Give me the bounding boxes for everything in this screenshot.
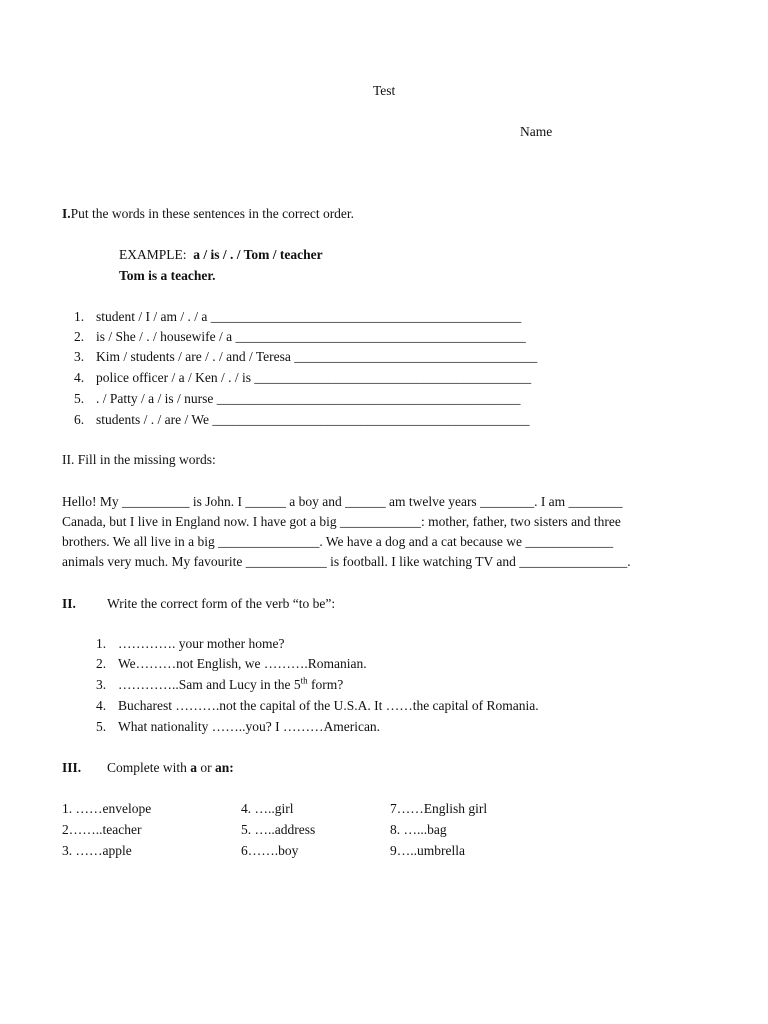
- article-item: 5. …..address: [241, 822, 316, 837]
- paragraph-line: Canada, but I live in England now. I have got a big ____________: mother, father, two sisters and three: [62, 514, 621, 529]
- example-answer: Tom is a teacher.: [119, 268, 216, 283]
- verb-item: [96, 636, 284, 652]
- verb-item: [96, 677, 343, 693]
- option-a: a: [190, 760, 197, 775]
- article-item: 2……..teacher: [62, 822, 142, 837]
- section-4-instruction: [107, 760, 234, 776]
- article-item: 4. …..girl: [241, 801, 294, 816]
- section-1-roman: I.: [62, 206, 71, 221]
- item-text: police officer / a / Ken / . / is _________________________________________: [96, 370, 532, 385]
- item-number: 1.: [96, 636, 107, 651]
- section-3-instruction: Write the correct form of the verb “to be”:: [107, 596, 336, 611]
- section-4-roman: III.: [62, 760, 82, 775]
- reorder-item: [74, 329, 526, 345]
- item-number: 3.: [74, 349, 85, 364]
- item-number: 4.: [96, 698, 107, 713]
- item-text: is / She / . / housewife / a ___________________________________________: [96, 329, 526, 344]
- item-text: We………not English, we ……….Romanian.: [118, 656, 367, 671]
- section-2-heading: II. Fill in the missing words:: [62, 452, 216, 467]
- reorder-item: [74, 349, 537, 365]
- item-text: student / I / am / . / a ______________________________________________: [96, 309, 522, 324]
- section-1-instruction: Put the words in these sentences in the correct order.: [70, 206, 355, 221]
- article-item: 1. ……envelope: [62, 801, 152, 816]
- instruction-text: Complete with: [107, 760, 191, 775]
- reorder-item: [74, 309, 521, 325]
- verb-item: [96, 719, 380, 735]
- reorder-item: [74, 391, 521, 407]
- example-label: EXAMPLE:: [119, 247, 187, 262]
- verb-item: [96, 656, 367, 672]
- item-text: What nationality ……..you? I ………American.: [118, 719, 381, 734]
- item-text: …………. your mother home?: [118, 636, 285, 651]
- item-text-after: form?: [307, 677, 344, 692]
- item-text: Bucharest ……….not the capital of the U.S.A. It ……the capital of Romania.: [118, 698, 539, 713]
- item-text-before: …………..Sam and Lucy in the 5: [118, 677, 301, 692]
- article-item: 8. …...bag: [390, 822, 447, 837]
- item-number: 1.: [74, 309, 85, 324]
- item-number: 2.: [96, 656, 107, 671]
- name-label: Name: [520, 124, 553, 139]
- article-item: 3. ……apple: [62, 843, 132, 858]
- superscript-th: th: [300, 675, 308, 686]
- article-item: 6…….boy: [241, 843, 299, 858]
- item-number: 6.: [74, 412, 85, 427]
- paragraph-line: brothers. We all live in a big _______________. We have a dog and a cat because we _____________: [62, 534, 614, 549]
- item-number: 4.: [74, 370, 85, 385]
- instruction-or: or: [197, 760, 215, 775]
- section-3-roman: II.: [62, 596, 76, 611]
- item-text: . / Patty / a / is / nurse _____________________________________________: [96, 391, 521, 406]
- section-1-heading: [62, 206, 354, 222]
- item-number: 5.: [74, 391, 85, 406]
- article-item: 7……English girl: [390, 801, 488, 816]
- option-an: an:: [215, 760, 234, 775]
- example-line: [119, 247, 323, 263]
- verb-item: [96, 698, 539, 714]
- reorder-item: [74, 370, 531, 386]
- item-text: students / . / are / We _______________________________________________: [96, 412, 530, 427]
- paragraph-line: animals very much. My favourite ____________ is football. I like watching TV and ________________.: [62, 554, 631, 569]
- item-number: 3.: [96, 677, 107, 692]
- item-number: 5.: [96, 719, 107, 734]
- article-item: 9…..umbrella: [390, 843, 465, 858]
- paragraph-line: Hello! My __________ is John. I ______ a boy and ______ am twelve years ________. I am ________: [62, 494, 623, 509]
- page-title: Test: [373, 83, 396, 98]
- item-text: Kim / students / are / . / and / Teresa ____________________________________: [96, 349, 538, 364]
- reorder-item: [74, 412, 530, 428]
- item-number: 2.: [74, 329, 85, 344]
- example-words: a / is / . / Tom / teacher: [193, 247, 323, 262]
